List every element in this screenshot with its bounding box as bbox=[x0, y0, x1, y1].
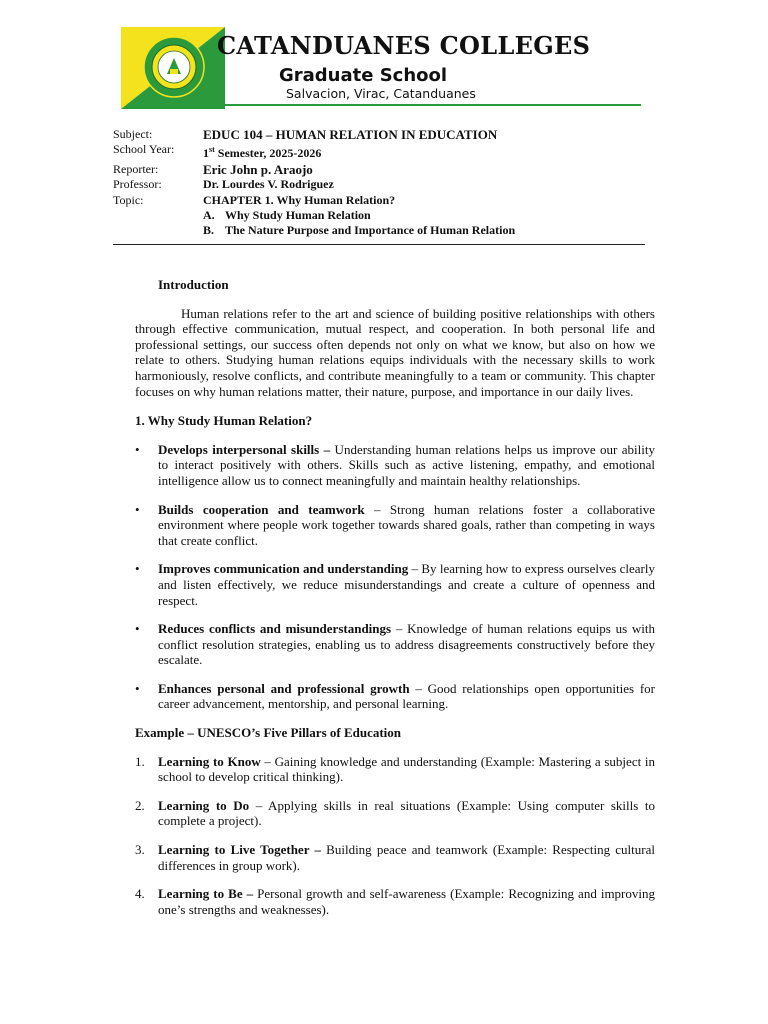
school-seal-icon bbox=[143, 36, 205, 98]
intro-heading: Introduction bbox=[158, 277, 229, 292]
example-heading: Example – UNESCO’s Five Pillars of Education bbox=[135, 725, 402, 741]
item-text: – Knowledge of human relations equips us with conflict resolution strategies, enabling us to address disagreements constructively before they escalate. bbox=[158, 621, 656, 668]
item-text: – Strong human relations foster a collaborative environment where people work together towards shared goals, rather than competing in ways that create conflict. bbox=[158, 501, 655, 548]
school-subtitle: Graduate School bbox=[279, 65, 448, 86]
pillars-list bbox=[135, 754, 655, 918]
info-value bbox=[203, 142, 321, 161]
item-text: – By learning how to express ourselves clearly and listen effectively, we reduce misunderstandings and create a culture of openness and respect. bbox=[158, 561, 655, 608]
school-address: Salvacion, Virac, Catanduanes bbox=[286, 86, 476, 101]
list-item bbox=[135, 621, 655, 668]
list-item bbox=[135, 561, 655, 608]
item-title: Learning to Be – bbox=[158, 886, 254, 902]
subtopic-letter: A. bbox=[203, 208, 215, 223]
item-title: Reduces conflicts and misunderstandings bbox=[158, 621, 392, 637]
bullet-icon: • bbox=[135, 501, 140, 517]
list-item bbox=[135, 798, 655, 829]
subtopic-a bbox=[113, 208, 653, 223]
item-number: 4. bbox=[135, 886, 145, 902]
list-item bbox=[135, 502, 655, 549]
list-item bbox=[135, 886, 655, 917]
item-text: – Gaining knowledge and understanding (Example: Mastering a subject in school to develop critical thinking). bbox=[158, 753, 655, 785]
list-item bbox=[135, 681, 655, 712]
info-row-professor bbox=[113, 177, 653, 192]
item-text: Building peace and teamwork (Example: Respecting cultural differences in group work). bbox=[158, 842, 655, 873]
letterhead bbox=[121, 27, 641, 109]
info-label: Subject: bbox=[113, 127, 153, 141]
header-divider bbox=[113, 244, 645, 245]
item-title: Develops interpersonal skills – bbox=[158, 441, 331, 457]
info-label: Reporter: bbox=[113, 161, 159, 176]
item-title: Enhances personal and professional growth bbox=[158, 680, 410, 696]
bullet-icon: • bbox=[135, 561, 140, 577]
info-label: School Year: bbox=[113, 142, 175, 157]
item-number: 1. bbox=[135, 753, 145, 769]
list-item bbox=[135, 442, 655, 489]
item-title: Improves communication and understanding bbox=[158, 561, 409, 577]
item-title: Learning to Know bbox=[158, 753, 261, 769]
school-name: CATANDUANES COLLEGES bbox=[217, 31, 591, 60]
intro-paragraph: Human relations refer to the art and science of building positive relationships with others through effective communication, mutual respect, and cooperation. In both personal life and professional settings, our success often depends not only on what we know, but also on how we relate to others. Studying human relations equips individuals with the necessary skills to work harmoniously, resolve conflicts, and contribute meaningfully to a team or community. This chapter focuses on why human relations matter, their nature, purpose, and importance in our daily lives. bbox=[135, 305, 655, 399]
document-body bbox=[135, 277, 655, 930]
info-value: CHAPTER 1. Why Human Relation? bbox=[203, 192, 396, 207]
semester-text: Semester, 2025-2026 bbox=[214, 146, 322, 161]
item-text: – Applying skills in real situations (Example: Using computer skills to complete a project). bbox=[158, 797, 656, 829]
item-number: 3. bbox=[135, 842, 145, 858]
bullet-icon: • bbox=[135, 621, 140, 637]
item-title: Builds cooperation and teamwork bbox=[158, 501, 365, 517]
info-row-topic bbox=[113, 193, 653, 208]
info-value: Dr. Lourdes V. Rodriguez bbox=[203, 177, 334, 192]
item-text: – Good relationships open opportunities for career advancement, mentorship, and personal learning. bbox=[158, 680, 655, 712]
subtopic-b bbox=[113, 223, 653, 238]
subtopic-letter: B. bbox=[203, 223, 215, 238]
info-label: Topic: bbox=[113, 192, 144, 207]
item-title: Learning to Live Together – bbox=[158, 842, 321, 858]
reasons-list bbox=[135, 442, 655, 712]
info-value: Eric John p. Araojo bbox=[203, 161, 313, 177]
info-row-school-year bbox=[113, 142, 653, 161]
section1-heading: 1. Why Study Human Relation? bbox=[135, 413, 313, 429]
semester-number: 1 bbox=[203, 146, 209, 161]
semester-ordinal: st bbox=[209, 145, 215, 155]
subtopic-text: Why Study Human Relation bbox=[225, 208, 371, 223]
item-text: Personal growth and self-awareness (Example: Recognizing and improving one’s strengths and weaknesses). bbox=[158, 886, 656, 917]
bullet-icon: • bbox=[135, 680, 140, 696]
info-value: EDUC 104 – HUMAN RELATION IN EDUCATION bbox=[203, 127, 498, 142]
letterhead-rule bbox=[221, 104, 641, 106]
list-item bbox=[135, 754, 655, 785]
info-row-reporter bbox=[113, 162, 653, 177]
subtopic-text: The Nature Purpose and Importance of Human Relation bbox=[225, 223, 516, 238]
document-info bbox=[113, 127, 653, 239]
item-text: Understanding human relations helps us improve our ability to interact positively with others. Skills such as active listening, empathy, and emotional intelligence allow us to connect meaningfully and maintain healthy relationships. bbox=[158, 441, 655, 488]
info-row-subject bbox=[113, 127, 653, 142]
list-item bbox=[135, 842, 655, 873]
item-title: Learning to Do bbox=[158, 797, 250, 813]
item-number: 2. bbox=[135, 797, 145, 813]
info-label: Professor: bbox=[113, 177, 162, 192]
bullet-icon: • bbox=[135, 441, 140, 457]
